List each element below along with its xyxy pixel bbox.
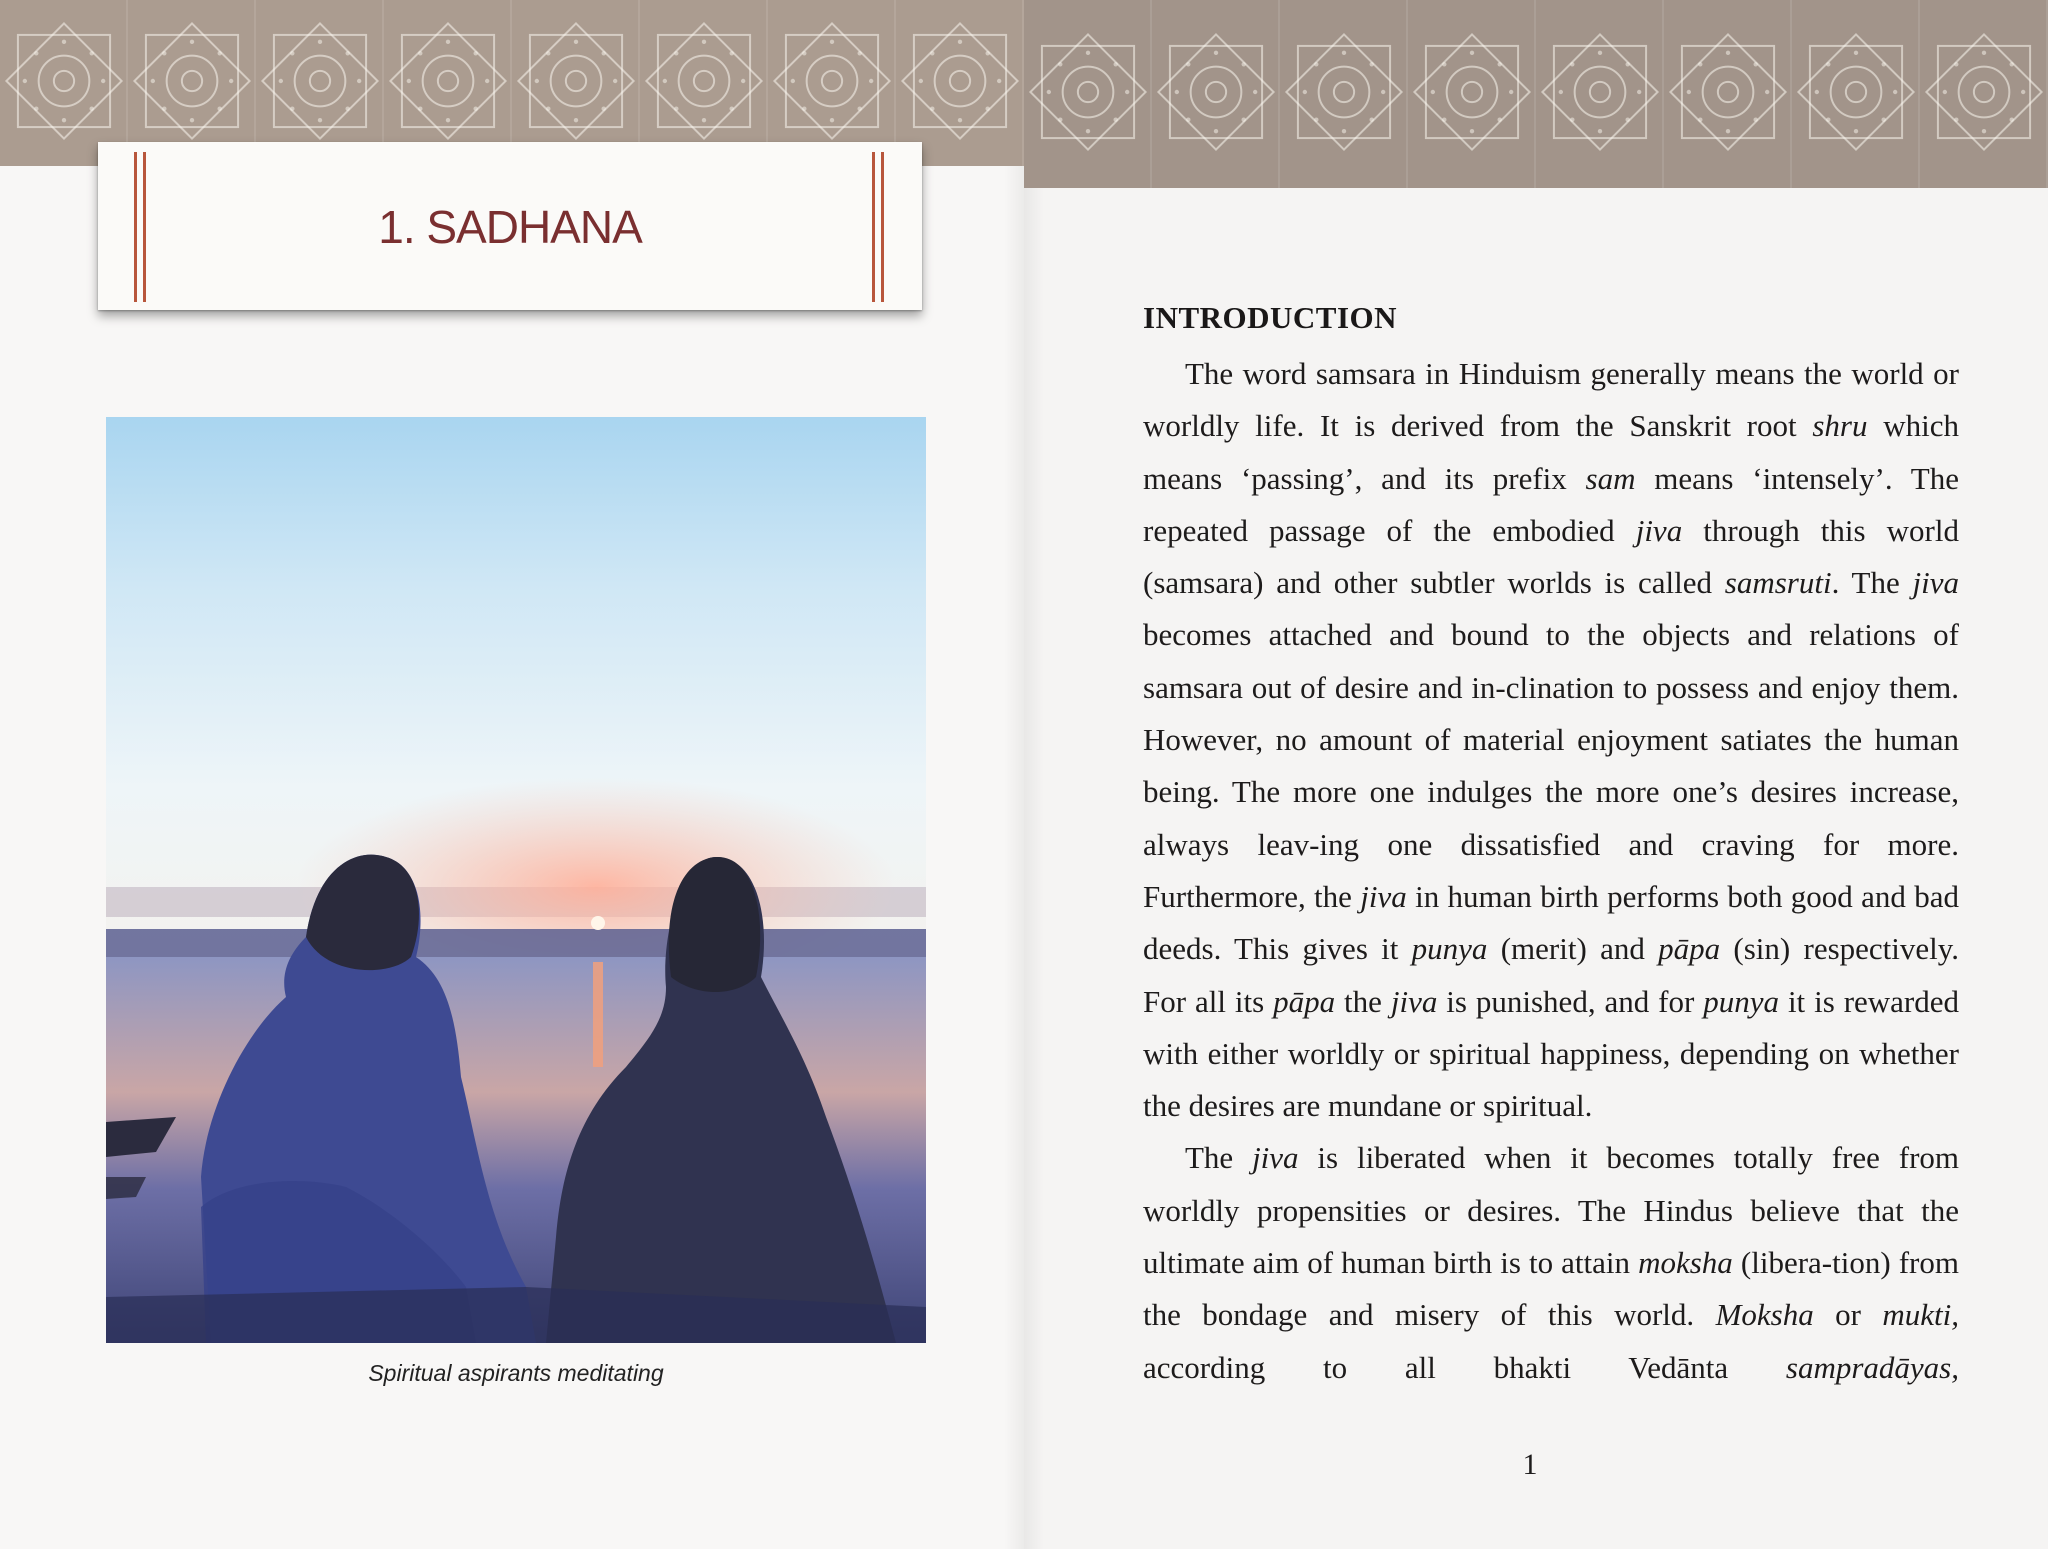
text-run: The xyxy=(1185,1140,1253,1176)
page-number: 1 xyxy=(1522,1448,1538,1481)
meditating-figures-image xyxy=(106,417,926,1343)
italic-term: moksha xyxy=(1638,1245,1733,1281)
text-run: in human birth performs both good and bad deeds. This gives it xyxy=(1143,878,1959,967)
italic-term: sampradāyas, xyxy=(1785,1349,1959,1385)
text-run: through this world (samsara) and other subtler worlds is called xyxy=(1143,512,1959,601)
body-paragraph xyxy=(1143,1132,1959,1393)
italic-term: pāpa xyxy=(1658,931,1721,967)
italic-term: punya xyxy=(1703,983,1780,1019)
body-text xyxy=(1143,348,1959,1394)
text-run: is punished, and for xyxy=(1437,983,1704,1019)
text-run: . The xyxy=(1831,565,1913,601)
text-run: the xyxy=(1335,983,1391,1019)
italic-term: punya xyxy=(1411,931,1488,967)
italic-term: mukti, xyxy=(1882,1297,1959,1333)
chapter-title-label xyxy=(98,142,922,310)
text-run: according to all bhakti Vedānta xyxy=(1143,1349,1786,1385)
text-run: The word samsara in Hinduism generally means the world or worldly life. It is derived from the Sanskrit root xyxy=(1143,356,1959,444)
chapter-title: 1. SADHANA xyxy=(378,201,642,253)
text-run: or xyxy=(1813,1297,1883,1333)
text-run: becomes attached and bound to the objects and relations of samsara out of desire and in-clination to possess and enjoy them. However, no amount of material enjoyment satiates the human being. The more one indulges the more one’s desires increase, always leav-ing one dissatisfied and craving for more. Furthermore, the xyxy=(1143,617,1959,914)
italic-term: samsruti xyxy=(1724,565,1832,601)
italic-term: jiva xyxy=(1390,983,1438,1019)
body-paragraph xyxy=(1143,348,1959,1132)
italic-term: shru xyxy=(1812,408,1868,444)
text-run: it is rewarded with either worldly or spiritual happiness, depending on whether the desires are mundane or spiritual. xyxy=(1143,983,1960,1124)
text-run: means ‘intensely’. The repeated passage of the embodied xyxy=(1143,460,1959,548)
italic-term: jiva xyxy=(1912,565,1959,601)
photo-caption: Spiritual aspirants meditating xyxy=(368,1360,664,1386)
section-heading: INTRODUCTION xyxy=(1143,300,1398,335)
page-gutter xyxy=(1004,0,1044,1549)
text-run: (merit) and xyxy=(1487,931,1659,967)
italic-term: pāpa xyxy=(1273,983,1336,1019)
text-run: (libera-tion) from the bondage and misery of this world. xyxy=(1143,1245,1959,1333)
decorative-header-band-right xyxy=(1024,0,2048,188)
italic-term: Moksha xyxy=(1715,1297,1814,1333)
italic-term: sam xyxy=(1585,460,1636,496)
text-run: (sin) respectively. For all its xyxy=(1143,931,1959,1019)
text-run: is liberated when it becomes totally free from worldly propensities or desires. The Hindus believe that the ultimate aim of human birth is to attain xyxy=(1143,1140,1960,1281)
ornament-pattern-icon xyxy=(1024,0,2048,188)
text-run: which means ‘passing’, and its prefix xyxy=(1143,408,1959,496)
italic-term: jiva xyxy=(1635,512,1683,548)
meditation-photo xyxy=(106,417,926,1343)
italic-term: jiva xyxy=(1360,878,1407,914)
italic-term: jiva xyxy=(1252,1140,1299,1176)
